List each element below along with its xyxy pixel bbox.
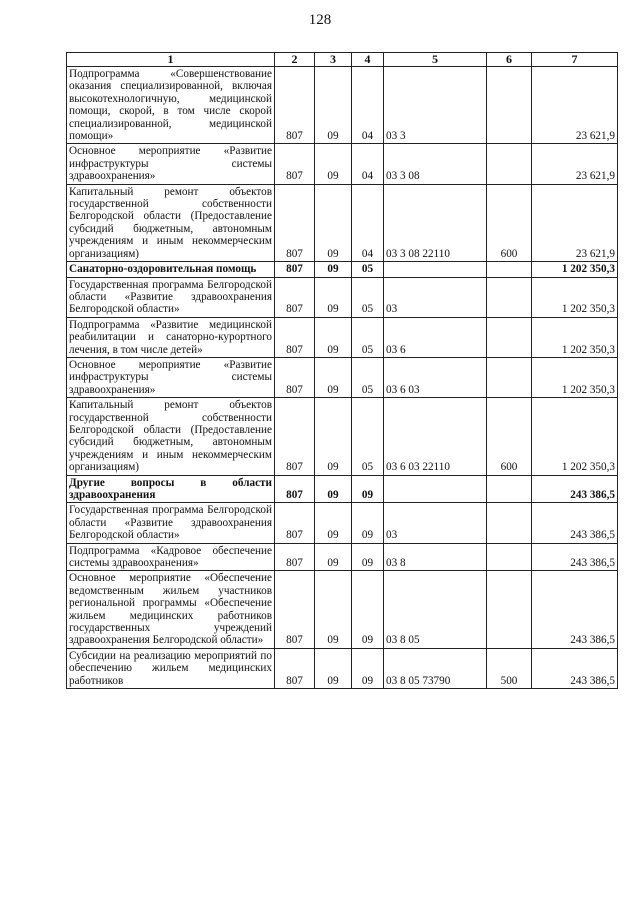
table-row	[67, 543, 618, 571]
row-amount: 23 621,9	[532, 67, 618, 144]
row-code-target: 03 3 08 22110	[384, 184, 487, 261]
row-name: Подпрограмма «Кадровое обеспечение системы здравоохранения»	[67, 543, 275, 571]
row-code-ministry: 807	[275, 398, 315, 475]
table-row	[67, 184, 618, 261]
row-code-ministry: 807	[275, 317, 315, 357]
row-code-ministry: 807	[275, 648, 315, 688]
row-amount: 1 202 350,3	[532, 317, 618, 357]
row-code-subsection: 05	[352, 317, 384, 357]
header-col-3: 3	[315, 53, 352, 67]
row-code-section: 09	[315, 144, 352, 184]
row-amount: 243 386,5	[532, 503, 618, 543]
row-code-section: 09	[315, 184, 352, 261]
header-col-1: 1	[67, 53, 275, 67]
header-col-5: 5	[384, 53, 487, 67]
table-row	[67, 277, 618, 317]
row-amount: 243 386,5	[532, 475, 618, 503]
row-code-target: 03 6 03 22110	[384, 398, 487, 475]
row-name: Государственная программа Белгородской области «Развитие здравоохранения Белгородской области»	[67, 277, 275, 317]
row-code-expense-type	[487, 144, 532, 184]
row-code-subsection: 05	[352, 277, 384, 317]
row-code-ministry: 807	[275, 475, 315, 503]
row-code-subsection: 04	[352, 184, 384, 261]
row-code-expense-type	[487, 67, 532, 144]
row-name: Санаторно-оздоровительная помощь	[67, 262, 275, 277]
row-code-target: 03 6	[384, 317, 487, 357]
table-row	[67, 67, 618, 144]
row-code-subsection: 09	[352, 503, 384, 543]
row-code-target: 03 3	[384, 67, 487, 144]
row-code-section: 09	[315, 571, 352, 648]
row-code-expense-type	[487, 475, 532, 503]
table-header-row	[67, 53, 618, 67]
row-code-section: 09	[315, 475, 352, 503]
row-code-subsection: 04	[352, 144, 384, 184]
page-number: 128	[308, 12, 332, 28]
table-row	[67, 144, 618, 184]
row-code-ministry: 807	[275, 144, 315, 184]
row-code-section: 09	[315, 503, 352, 543]
row-code-subsection: 04	[352, 67, 384, 144]
table-row	[67, 503, 618, 543]
table-row	[67, 317, 618, 357]
row-amount: 1 202 350,3	[532, 357, 618, 397]
row-name: Основное мероприятие «Развитие инфраструктуры системы здравоохранения»	[67, 357, 275, 397]
row-code-subsection: 09	[352, 475, 384, 503]
row-code-ministry: 807	[275, 277, 315, 317]
row-code-ministry: 807	[275, 357, 315, 397]
table-row	[67, 475, 618, 503]
row-code-section: 09	[315, 648, 352, 688]
row-code-expense-type	[487, 503, 532, 543]
row-name: Субсидии на реализацию мероприятий по обеспечению жильем медицинских работников	[67, 648, 275, 688]
row-code-expense-type: 600	[487, 184, 532, 261]
row-code-subsection: 09	[352, 648, 384, 688]
row-code-expense-type	[487, 262, 532, 277]
row-code-subsection: 09	[352, 543, 384, 571]
row-amount: 1 202 350,3	[532, 277, 618, 317]
row-amount: 243 386,5	[532, 648, 618, 688]
row-code-target: 03 8	[384, 543, 487, 571]
row-code-expense-type	[487, 277, 532, 317]
row-code-ministry: 807	[275, 571, 315, 648]
row-code-ministry: 807	[275, 503, 315, 543]
row-code-expense-type	[487, 317, 532, 357]
row-code-expense-type	[487, 543, 532, 571]
table-row	[67, 571, 618, 648]
header-col-7: 7	[532, 53, 618, 67]
row-code-subsection: 05	[352, 357, 384, 397]
row-code-expense-type: 600	[487, 398, 532, 475]
row-code-section: 09	[315, 262, 352, 277]
row-code-subsection: 05	[352, 398, 384, 475]
row-code-section: 09	[315, 317, 352, 357]
header-col-2: 2	[275, 53, 315, 67]
row-code-section: 09	[315, 277, 352, 317]
row-code-section: 09	[315, 543, 352, 571]
row-code-section: 09	[315, 67, 352, 144]
row-code-target: 03 3 08	[384, 144, 487, 184]
header-col-6: 6	[487, 53, 532, 67]
row-amount: 1 202 350,3	[532, 262, 618, 277]
row-name: Подпрограмма «Развитие медицинской реабилитации и санаторно-курортного лечения, в том числе детей»	[67, 317, 275, 357]
row-code-ministry: 807	[275, 67, 315, 144]
row-code-expense-type	[487, 357, 532, 397]
row-code-subsection: 09	[352, 571, 384, 648]
row-code-expense-type: 500	[487, 648, 532, 688]
row-code-target	[384, 262, 487, 277]
row-name: Капитальный ремонт объектов государственной собственности Белгородской области (Предоставление субсидий бюджетным, автономным учреждениям и иным некоммерческим организациям)	[67, 184, 275, 261]
row-name: Капитальный ремонт объектов государственной собственности Белгородской области (Предоставление субсидий бюджетным, автономным учреждениям и иным некоммерческим организациям)	[67, 398, 275, 475]
row-code-target: 03 8 05	[384, 571, 487, 648]
row-code-section: 09	[315, 398, 352, 475]
row-code-subsection: 05	[352, 262, 384, 277]
row-amount: 1 202 350,3	[532, 398, 618, 475]
row-amount: 243 386,5	[532, 571, 618, 648]
row-amount: 23 621,9	[532, 184, 618, 261]
row-code-target: 03	[384, 503, 487, 543]
row-code-target: 03 6 03	[384, 357, 487, 397]
row-code-target	[384, 475, 487, 503]
row-amount: 23 621,9	[532, 144, 618, 184]
table-row	[67, 357, 618, 397]
table-row	[67, 648, 618, 688]
row-name: Подпрограмма «Совершенствование оказания специализированной, включая высокотехнологичную, медицинской помощи, скорой, в том числе скорой специализированной, медицинской помощи»	[67, 67, 275, 144]
table-row	[67, 262, 618, 277]
row-name: Государственная программа Белгородской области «Развитие здравоохранения Белгородской области»	[67, 503, 275, 543]
row-code-ministry: 807	[275, 184, 315, 261]
row-name: Основное мероприятие «Развитие инфраструктуры системы здравоохранения»	[67, 144, 275, 184]
row-code-ministry: 807	[275, 262, 315, 277]
row-code-ministry: 807	[275, 543, 315, 571]
row-code-expense-type	[487, 571, 532, 648]
row-amount: 243 386,5	[532, 543, 618, 571]
budget-table	[66, 52, 618, 689]
table-row	[67, 398, 618, 475]
row-name: Другие вопросы в области здравоохранения	[67, 475, 275, 503]
row-code-target: 03	[384, 277, 487, 317]
row-code-target: 03 8 05 73790	[384, 648, 487, 688]
row-code-section: 09	[315, 357, 352, 397]
row-name: Основное мероприятие «Обеспечение ведомственным жильем участников региональной программы «Обеспечение жильем медицинских работников государственных учреждений здравоохранения Белгородской области»	[67, 571, 275, 648]
header-col-4: 4	[352, 53, 384, 67]
